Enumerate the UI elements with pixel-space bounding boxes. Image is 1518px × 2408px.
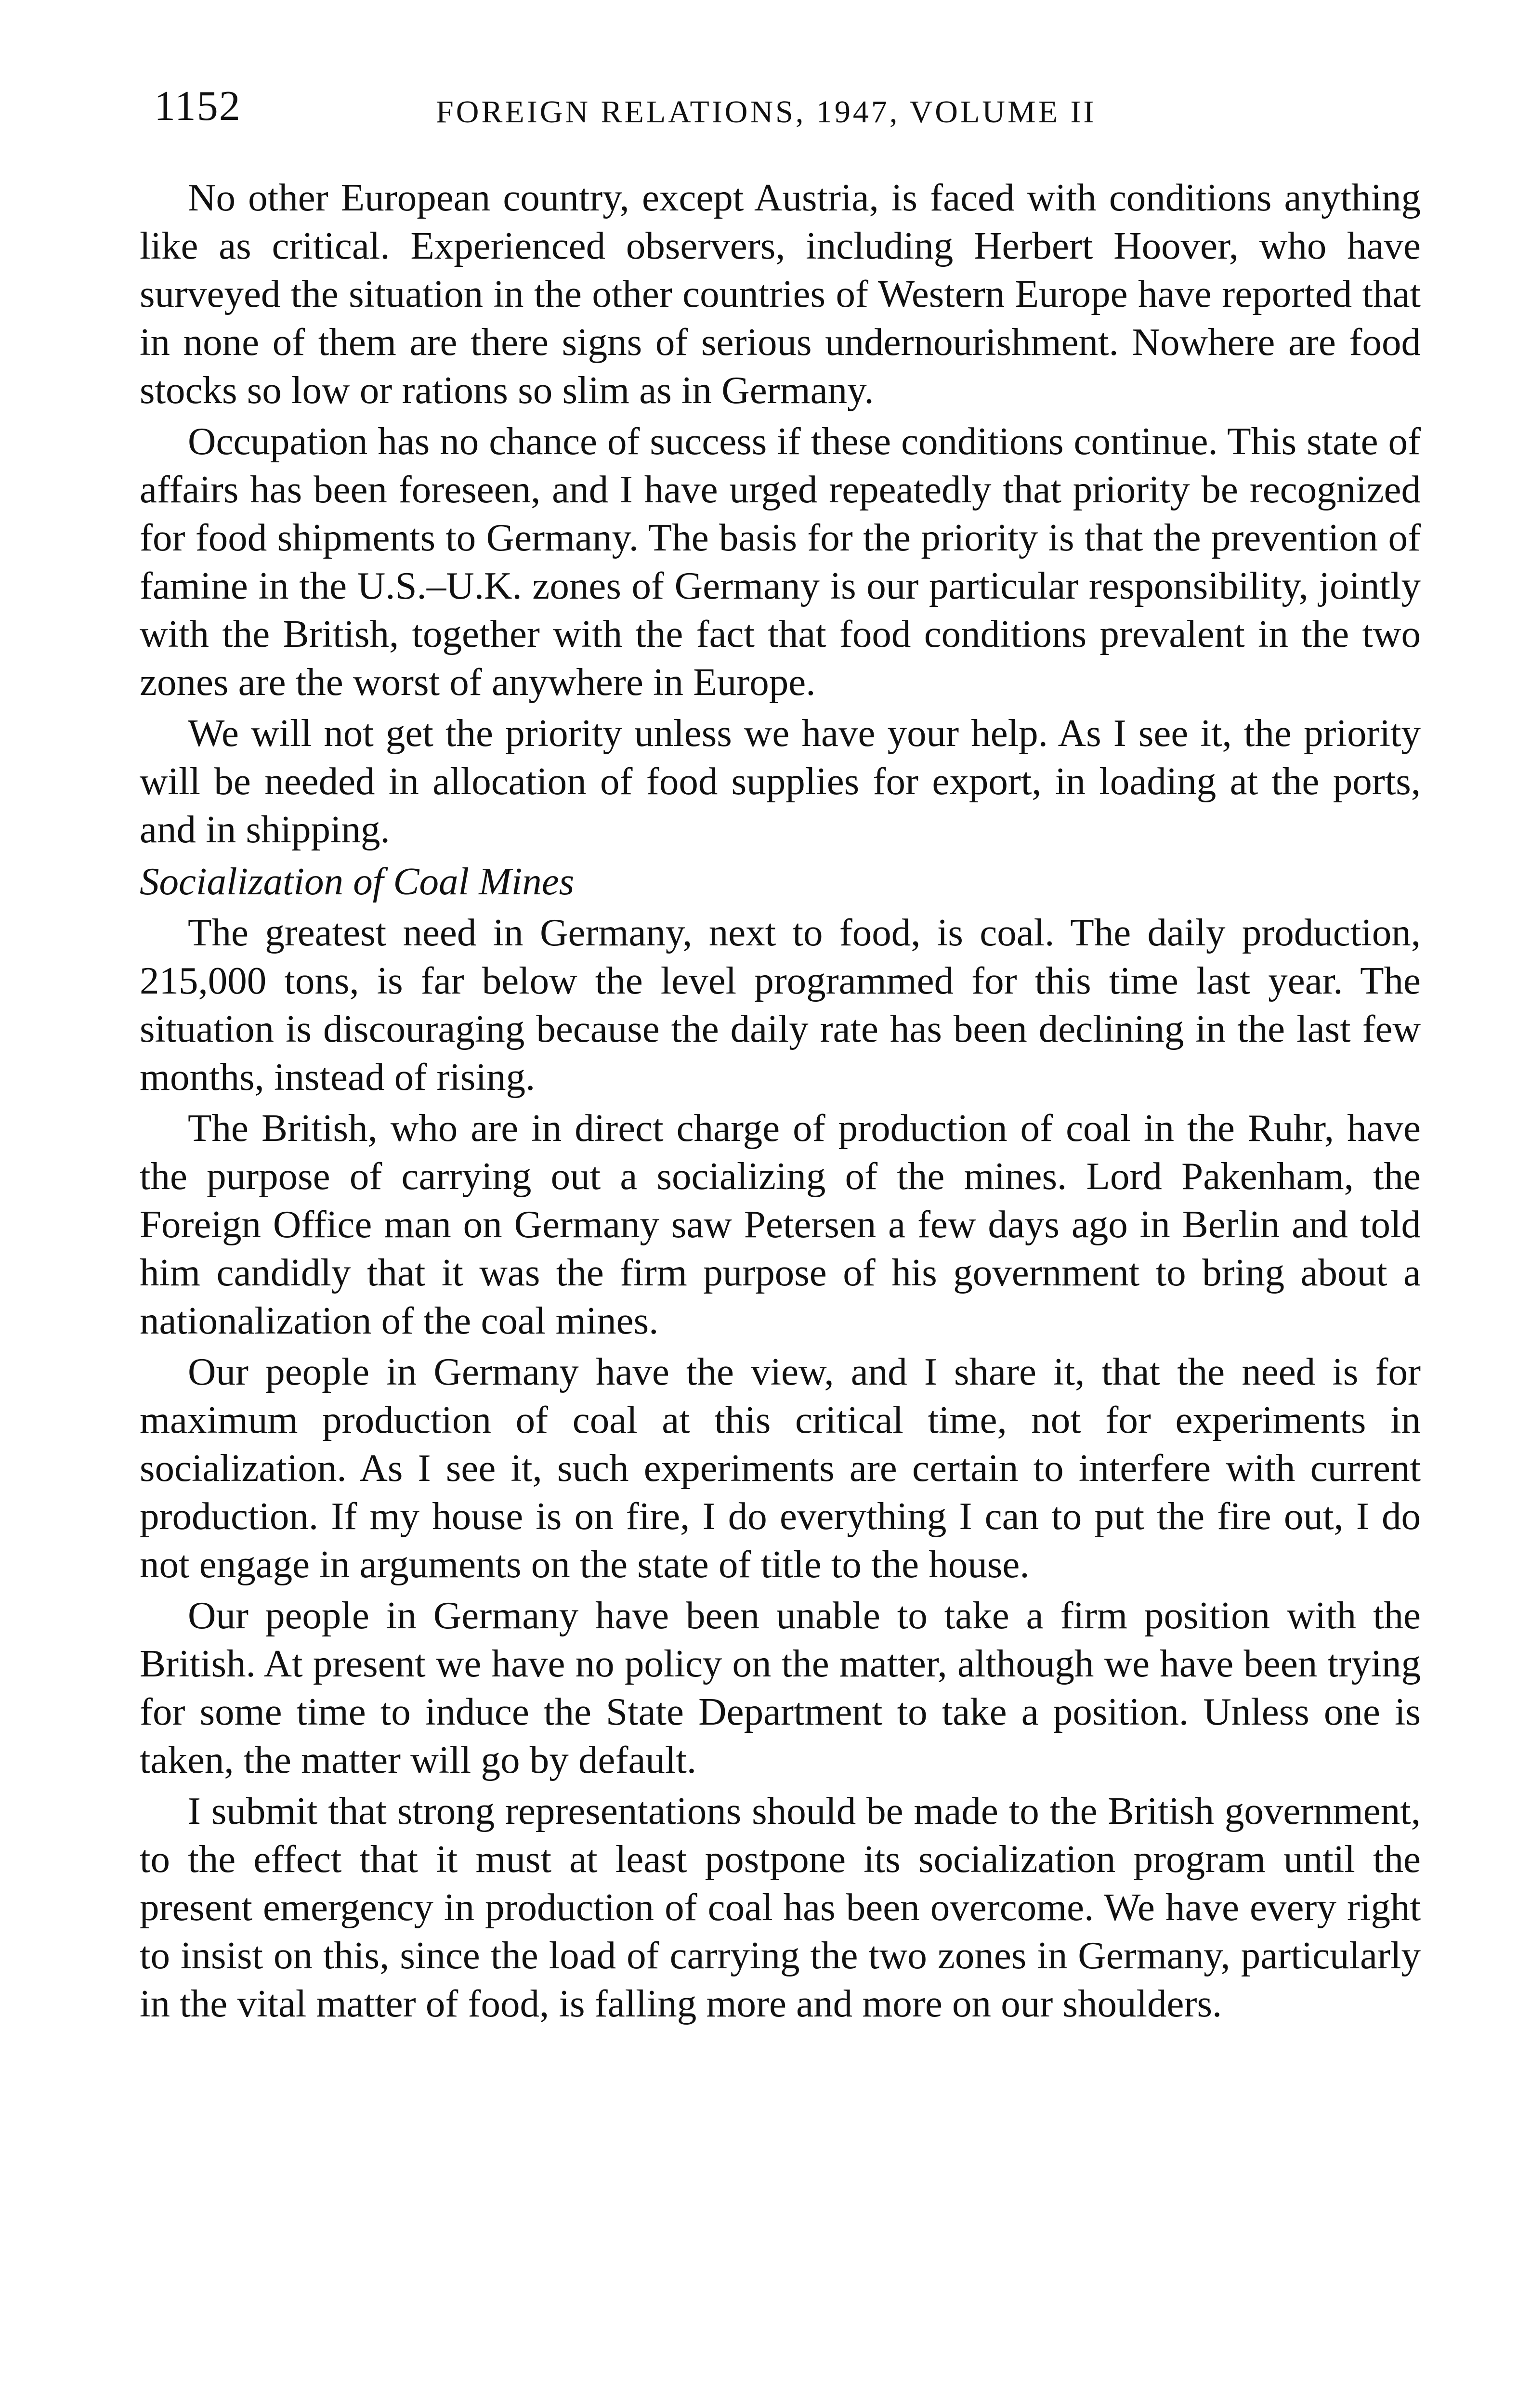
page-header: [140, 72, 1421, 135]
body-text: [140, 173, 1421, 2028]
paragraph: The British, who are in direct charge of production of coal in the Ruhr, have the purpose of carrying out a socializing of the mines. Lord Pakenham, the Foreign Office man on Germany saw Petersen a few days ago in Berlin and told him candidly that it was the firm purpose of his government to bring about a nationalization of the coal mines.: [140, 1106, 1421, 1342]
paragraph: Our people in Germany have the view, and I share it, that the need is for maximum production of coal at this critical time, not for experiments in socialization. As I see it, such experiments are certain to interfere with current production. If my house is on fire, I do everything I can to put the fire out, I do not engage in arguments on the state of title to the house.: [140, 1350, 1421, 1586]
paragraph: We will not get the priority unless we have your help. As I see it, the priority will be needed in allocation of food supplies for export, in loading at the ports, and in shipping.: [140, 711, 1421, 851]
page-number: 1152: [154, 83, 241, 130]
paragraph: The greatest need in Germany, next to food, is coal. The daily production, 215,000 tons, is far below the level programmed for this time last year. The situation is discouraging because the daily rate has been declining in the last few months, instead of rising.: [140, 911, 1421, 1099]
paragraph: Our people in Germany have been unable to take a firm position with the British. At present we have no policy on the matter, although we have been trying for some time to induce the State Department to take a position. Unless one is taken, the matter will go by default.: [140, 1594, 1421, 1781]
paragraph: Occupation has no chance of success if these conditions continue. This state of affairs has been foreseen, and I have urged repeatedly that priority be recognized for food shipments to Germany. The basis for the priority is that the prevention of famine in the U.S.–U.K. zones of Germany is our particular responsibility, jointly with the British, together with the fact that food conditions prevalent in the two zones are the worst of anywhere in Europe.: [140, 419, 1421, 704]
paragraph: No other European country, except Austria, is faced with conditions anything like as critical. Experienced observers, including Herbert Hoover, who have surveyed the situation in the other countries of Western Europe have reported that in none of them are there signs of serious undernourishment. Nowhere are food stocks so low or rations so slim as in Germany.: [140, 176, 1421, 412]
section-heading: Socialization of Coal Mines: [140, 860, 575, 903]
running-title: FOREIGN RELATIONS, 1947, VOLUME II: [436, 94, 1097, 130]
paragraph: I submit that strong representations should be made to the British government, to the effect that it must at least postpone its socialization program until the present emergency in production of coal has been overcome. We have every right to insist on this, since the load of carrying the two zones in Germany, particularly in the vital matter of food, is falling more and more on our shoulders.: [140, 1789, 1421, 2025]
document-page: [140, 72, 1421, 2030]
